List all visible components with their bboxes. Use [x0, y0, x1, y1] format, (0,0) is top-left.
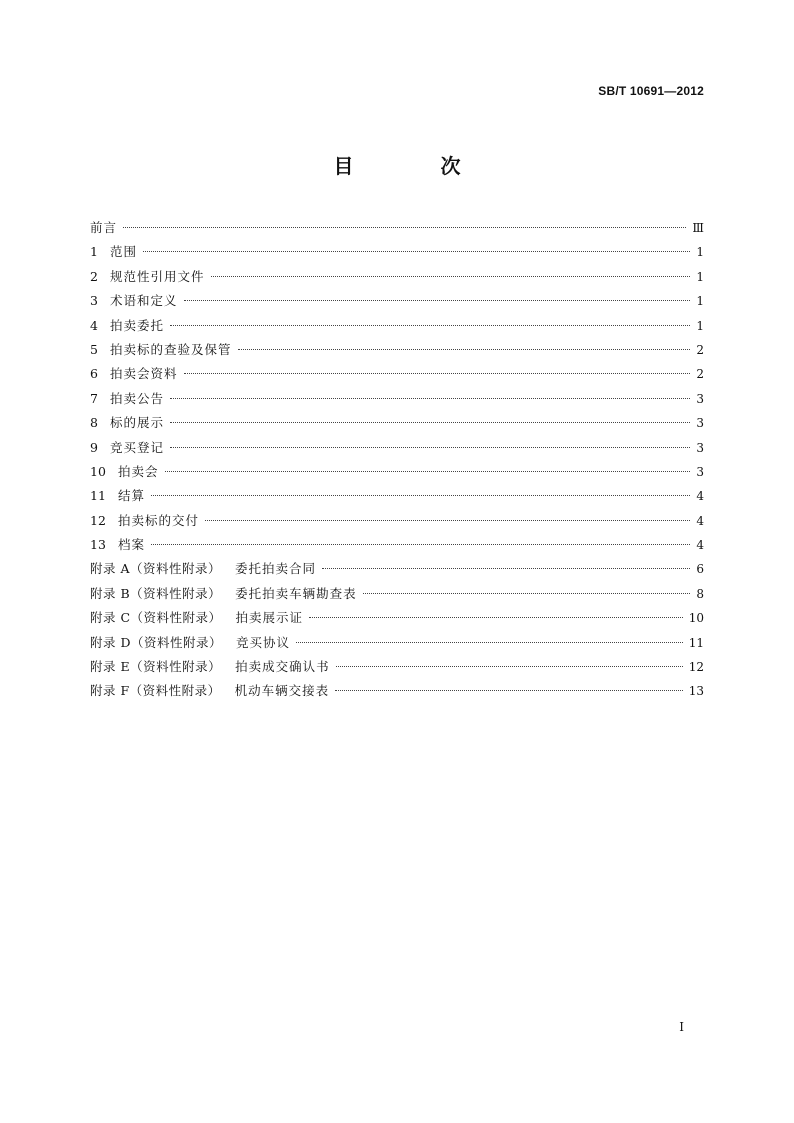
toc-entry-4[interactable]	[90, 314, 704, 338]
toc-appendix-a[interactable]	[90, 557, 704, 581]
toc-entry-5[interactable]	[90, 338, 704, 362]
toc-entry-page: 11	[688, 635, 704, 650]
toc-dot-leader	[184, 373, 691, 374]
toc-entry-6[interactable]	[90, 362, 704, 386]
toc-dot-leader	[296, 642, 683, 643]
toc-entry-title: 前言	[90, 220, 118, 235]
toc-entry-number: 13	[90, 537, 106, 553]
appendix-tag: 附录 D（资料性附录）	[90, 634, 222, 650]
toc-entry-page: 1	[696, 318, 704, 333]
toc-entry-title: 范围	[110, 244, 138, 260]
toc-entry-number: 7	[90, 390, 98, 406]
toc-dot-leader	[238, 349, 691, 350]
toc-entry-title: 拍卖公告	[110, 390, 165, 406]
toc-entry-title: 拍卖标的交付	[118, 512, 200, 528]
toc-entry-page: Ⅲ	[692, 221, 704, 235]
appendix-tag: 附录 F（资料性附录）	[90, 683, 221, 699]
toc-entry-page: 4	[696, 538, 704, 553]
toc-dot-leader	[143, 251, 690, 252]
page-number: I	[679, 1020, 684, 1034]
toc-entry-page: 13	[688, 684, 704, 699]
toc-entry-number: 9	[90, 439, 98, 455]
appendix-title: 机动车辆交接表	[234, 683, 330, 699]
toc-entry-number: 12	[90, 512, 106, 528]
toc-entry-title: 结算	[118, 488, 146, 504]
toc-entry-title: 拍卖委托	[110, 317, 165, 333]
toc-appendix-b[interactable]	[90, 582, 704, 606]
toc-entry-page: 6	[696, 562, 704, 577]
toc-dot-leader	[151, 544, 690, 545]
toc-entry-page: 1	[696, 294, 704, 309]
standard-code: SB/T 10691—2012	[598, 84, 704, 98]
toc-entry-title: 档案	[118, 537, 146, 553]
appendix-tag: 附录 C（资料性附录）	[90, 610, 222, 626]
toc-dot-leader	[309, 617, 683, 618]
toc-entry-number: 5	[90, 341, 98, 357]
toc-entry-page: 3	[696, 391, 704, 406]
appendix-title: 竞买协议	[236, 634, 291, 650]
toc-dot-leader	[205, 520, 690, 521]
toc-dot-leader	[170, 447, 690, 448]
toc-appendix-c[interactable]	[90, 606, 704, 630]
toc-entry-3[interactable]	[90, 289, 704, 313]
toc-entry-page: 12	[688, 660, 704, 675]
toc-entry-number: 3	[90, 293, 98, 309]
toc-appendix-f[interactable]	[90, 679, 704, 703]
toc-entry-page: 4	[696, 513, 704, 528]
toc-entry-1[interactable]	[90, 240, 704, 264]
toc-entry-page: 2	[696, 342, 704, 357]
toc-entry-page: 3	[696, 440, 704, 455]
toc-entry-page: 3	[696, 416, 704, 431]
toc-dot-leader	[336, 666, 683, 667]
appendix-title: 委托拍卖合同	[235, 561, 317, 577]
toc-entry-page: 1	[696, 245, 704, 260]
toc-dot-leader	[165, 471, 691, 472]
toc-entry-number: 2	[90, 268, 98, 284]
toc-dot-leader	[363, 593, 691, 594]
toc-dot-leader	[335, 690, 683, 691]
toc-dot-leader	[170, 422, 690, 423]
toc-entry-page: 4	[696, 489, 704, 504]
appendix-title: 拍卖成交确认书	[235, 659, 330, 675]
appendix-tag: 附录 A（资料性附录）	[90, 561, 222, 577]
toc-dot-leader	[211, 276, 691, 277]
toc-entry-page: 2	[696, 367, 704, 382]
toc-dot-leader	[151, 495, 690, 496]
toc-entry-2[interactable]	[90, 265, 704, 289]
appendix-tag: 附录 B（资料性附录）	[90, 585, 222, 601]
toc-appendix-d[interactable]	[90, 631, 704, 655]
toc-entry-title: 标的展示	[110, 415, 165, 431]
toc-entry-12[interactable]	[90, 509, 704, 533]
toc-entry-foreword[interactable]	[90, 216, 704, 240]
page-title: 目 次	[333, 154, 501, 178]
appendix-tag: 附录 E（资料性附录）	[90, 659, 222, 675]
toc-entry-title: 拍卖会	[118, 463, 159, 479]
appendix-title: 委托拍卖车辆勘查表	[235, 585, 357, 601]
toc-entry-7[interactable]	[90, 387, 704, 411]
toc-entry-page: 10	[688, 611, 704, 626]
toc-dot-leader	[123, 227, 686, 228]
toc-entry-title: 竞买登记	[110, 439, 165, 455]
toc-entry-number: 11	[90, 488, 106, 504]
toc-entry-page: 1	[696, 269, 704, 284]
toc-entry-title: 术语和定义	[110, 293, 178, 309]
toc-entry-title: 规范性引用文件	[110, 268, 205, 284]
toc-entry-title: 拍卖标的查验及保管	[110, 341, 232, 357]
toc-dot-leader	[322, 568, 690, 569]
toc-entry-8[interactable]	[90, 411, 704, 435]
toc-dot-leader	[170, 398, 690, 399]
toc-entry-page: 3	[696, 464, 704, 479]
toc-entry-page: 8	[696, 586, 704, 601]
toc-entry-number: 1	[90, 244, 98, 260]
toc-entry-number: 10	[90, 463, 106, 479]
toc-dot-leader	[170, 325, 690, 326]
appendix-title: 拍卖展示证	[235, 610, 304, 626]
toc-appendix-e[interactable]	[90, 655, 704, 679]
table-of-contents	[90, 216, 704, 704]
toc-entry-title: 拍卖会资料	[110, 366, 178, 382]
toc-entry-number: 4	[90, 317, 98, 333]
toc-dot-leader	[184, 300, 691, 301]
toc-entry-number: 6	[90, 366, 98, 382]
toc-entry-number: 8	[90, 415, 98, 431]
toc-entry-9[interactable]	[90, 436, 704, 460]
toc-entry-13[interactable]	[90, 533, 704, 557]
toc-entry-10[interactable]	[90, 460, 704, 484]
toc-entry-11[interactable]	[90, 484, 704, 508]
